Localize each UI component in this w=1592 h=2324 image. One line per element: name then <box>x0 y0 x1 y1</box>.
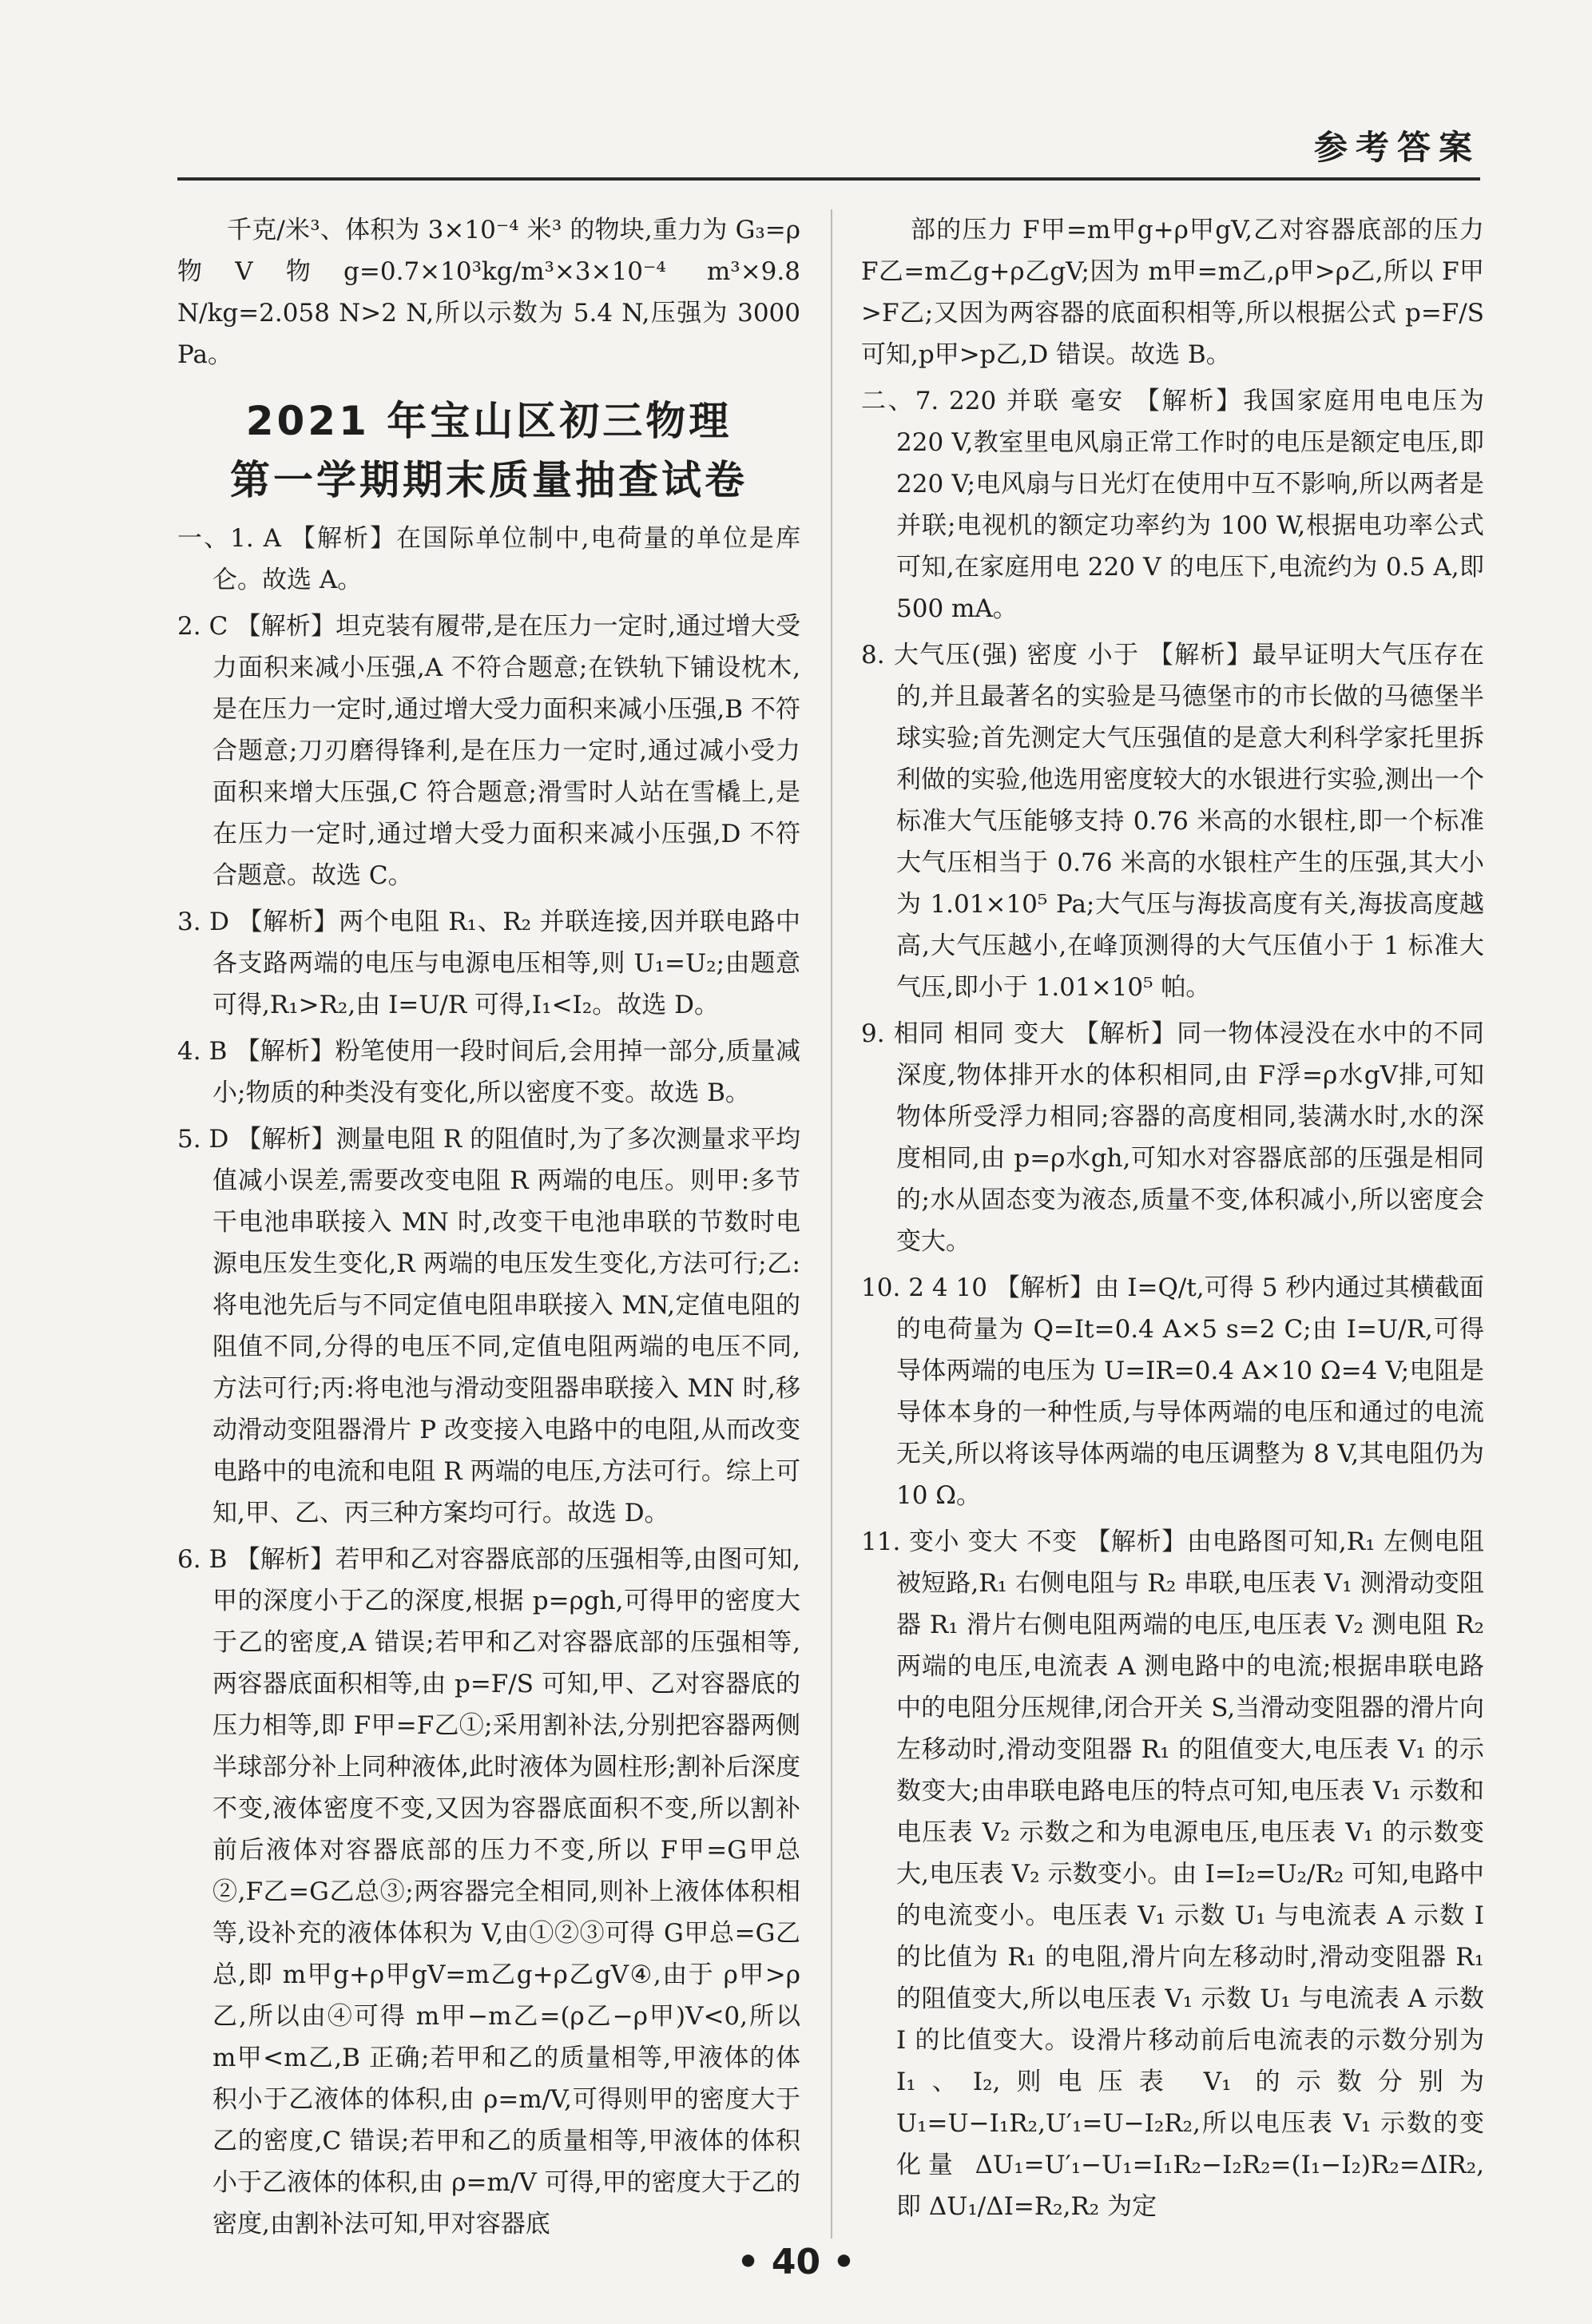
answer-item-7: 二、7. 220 并联 毫安 【解析】我国家庭用电电压为 220 V,教室里电风扇正常工作时的电压是额定电压,即 220 V;电风扇与日光灯在使用中互不影响,所以两者是并联;电视机的额定功率约为 100 W,根据电功率公式可知,在家庭用电 220 V 的电压下,电流约为 0.5 A,即 500 mA。 <box>861 387 1484 623</box>
column-divider <box>831 209 832 2239</box>
right-column <box>861 209 1484 2232</box>
answer-item-6: 6. B 【解析】若甲和乙对容器底部的压强相等,由图可知,甲的深度小于乙的深度,根据 p=ρgh,可得甲的密度大于乙的密度,A 错误;若甲和乙对容器底部的压强相等,两容器底面积相等,由 p=F/S 可知,甲、乙对容器底的压力相等,即 F甲=F乙①;采用割补法,分别把容器两侧半球部分补上同种液体,此时液体为圆柱形;割补后深度不变,液体密度不变,又因为容器底面积不变,所以割补前后液体对容器底部的压力不变,所以 F甲=G甲总②,F乙=G乙总③;两容器完全相同,则补上液体体积相等,设补充的液体体积为 V,由①②③可得 G甲总=G乙总,即 m甲g+ρ甲gV=m乙g+ρ乙gV④,由于 ρ甲>ρ乙,所以由④可得 m甲−m乙=(ρ乙−ρ甲)V<0,所以 m甲<m乙,B 正确;若甲和乙的质量相等,甲液体的体积小于乙液体的体积,由 ρ=m/V,可得则甲的密度大于乙的密度,C 错误;若甲和乙的质量相等,甲液体的体积小于乙液体的体积,由 ρ=m/V 可得,甲的密度大于乙的密度,由割补法可知,甲对容器底 <box>177 1545 800 2239</box>
answer-item-4: 4. B 【解析】粉笔使用一段时间后,会用掉一部分,质量减小;物质的种类没有变化,所以密度不变。故选 B。 <box>177 1037 800 1107</box>
answer-item-3: 3. D 【解析】两个电阻 R₁、R₂ 并联连接,因并联电路中各支路两端的电压与电源电压相等,则 U₁=U₂;由题意可得,R₁>R₂,由 I=U/R 可得,I₁<I₂。故选 D。 <box>177 908 800 1019</box>
answer-item-10: 10. 2 4 10 【解析】由 I=Q/t,可得 5 秒内通过其横截面的电荷量为 Q=It=0.4 A×5 s=2 C;由 I=U/R,可得导体两端的电压为 U=IR=0.4 A×10 Ω=4 V;电阻是导体本身的一种性质,与导体两端的电压和通过的电流无关,所以将该导体两端的电压调整为 8 V,其电阻仍为 10 Ω。 <box>861 1273 1484 1510</box>
page-header-title: 参考答案 <box>1313 128 1480 167</box>
answer-item-9: 9. 相同 相同 变大 【解析】同一物体浸没在水中的不同深度,物体排开水的体积相同,由 F浮=ρ水gV排,可知物体所受浮力相同;容器的高度相同,装满水时,水的深度相同,由 p=ρ水gh,可知水对容器底部的压强是相同的;水从固态变为液态,质量不变,体积减小,所以密度会变大。 <box>861 1019 1484 1256</box>
left-column <box>177 209 800 2250</box>
page-number: • 40 • <box>736 2242 856 2282</box>
section-heading <box>177 391 800 510</box>
header-rule <box>177 177 1480 181</box>
continuation-paragraph: 部的压力 F甲=m甲g+ρ甲gV,乙对容器底部的压力 F乙=m乙g+ρ乙gV;因为 m甲=m乙,ρ甲>ρ乙,所以 F甲>F乙;又因为两容器的底面积相等,所以根据公式 p=F/S 可知,p甲>p乙,D 错误。故选 B。 <box>861 216 1484 369</box>
section-heading-line1: 2021 年宝山区初三物理 <box>245 398 732 444</box>
answer-item-5: 5. D 【解析】测量电阻 R 的阻值时,为了多次测量求平均值减小误差,需要改变电阻 R 两端的电压。则甲:多节干电池串联接入 MN 时,改变干电池串联的节数时电源电压发生变化,R 两端的电压发生变化,方法可行;乙:将电池先后与不同定值电阻串联接入 MN,定值电阻的阻值不同,分得的电压不同,定值电阻两端的电压不同,方法可行;丙:将电池与滑动变阻器串联接入 MN 时,移动滑动变阻器滑片 P 改变接入电路中的电阻,从而改变电路中的电流和电阻 R 两端的电压,方法可行。综上可知,甲、乙、丙三种方案均可行。故选 D。 <box>177 1125 800 1527</box>
answer-item-11: 11. 变小 变大 不变 【解析】由电路图可知,R₁ 左侧电阻被短路,R₁ 右侧电阻与 R₂ 串联,电压表 V₁ 测滑动变阻器 R₁ 滑片右侧电阻两端的电压,电压表 V₂ 测电阻 R₂ 两端的电压,电流表 A 测电路中的电流;根据串联电路中的电阻分压规律,闭合开关 S,当滑动变阻器的滑片向左移动时,滑动变阻器 R₁ 的阻值变大,电压表 V₁ 的示数变大;由串联电路电压的特点可知,电压表 V₁ 示数和电压表 V₂ 示数之和为电源电压,电压表 V₁ 的示数变大,电压表 V₂ 示数变小。由 I=I₂=U₂/R₂ 可知,电路中的电流变小。电压表 V₁ 示数 U₁ 与电流表 A 示数 I 的比值为 R₁ 的电阻,滑片向左移动时,滑动变阻器 R₁ 的阻值变大,所以电压表 V₁ 示数 U₁ 与电流表 A 示数 I 的比值变大。设滑片移动前后电流表的示数分别为 I₁、I₂,则电压表 V₁ 的示数分别为 U₁=U−I₁R₂,U′₁=U−I₂R₂,所以电压表 V₁ 示数的变化量 ΔU₁=U′₁−U₁=I₁R₂−I₂R₂=(I₁−I₂)R₂=ΔIR₂,即 ΔU₁/ΔI=R₂,R₂ 为定 <box>861 1527 1484 2221</box>
intro-paragraph: 千克/米³、体积为 3×10⁻⁴ 米³ 的物块,重力为 G₃=ρ物V物g=0.7×10³kg/m³×3×10⁻⁴ m³×9.8 N/kg=2.058 N>2 N,所以示数为 5.4 N,压强为 3000 Pa。 <box>177 216 800 369</box>
section-heading-line2: 第一学期期末质量抽查试卷 <box>230 457 748 503</box>
answer-item-1: 一、1. A 【解析】在国际单位制中,电荷量的单位是库仑。故选 A。 <box>177 524 800 594</box>
answer-item-2: 2. C 【解析】坦克装有履带,是在压力一定时,通过增大受力面积来减小压强,A 不符合题意;在铁轨下铺设枕木,是在压力一定时,通过增大受力面积来减小压强,B 不符合题意;刀刃磨得锋利,是在压力一定时,通过减小受力面积来增大压强,C 符合题意;滑雪时人站在雪橇上,是在压力一定时,通过增大受力面积来减小压强,D 不符合题意。故选 C。 <box>177 612 800 890</box>
answer-item-8: 8. 大气压(强) 密度 小于 【解析】最早证明大气压存在的,并且最著名的实验是马德堡市的市长做的马德堡半球实验;首先测定大气压强值的是意大利科学家托里拆利做的实验,他选用密度较大的水银进行实验,测出一个标准大气压能够支持 0.76 米高的水银柱,即一个标准大气压相当于 0.76 米高的水银柱产生的压强,其大小为 1.01×10⁵ Pa;大气压与海拔高度有关,海拔高度越高,大气压越小,在峰顶测得的大气压值小于 1 标准大气压,即小于 1.01×10⁵ 帕。 <box>861 641 1484 1002</box>
